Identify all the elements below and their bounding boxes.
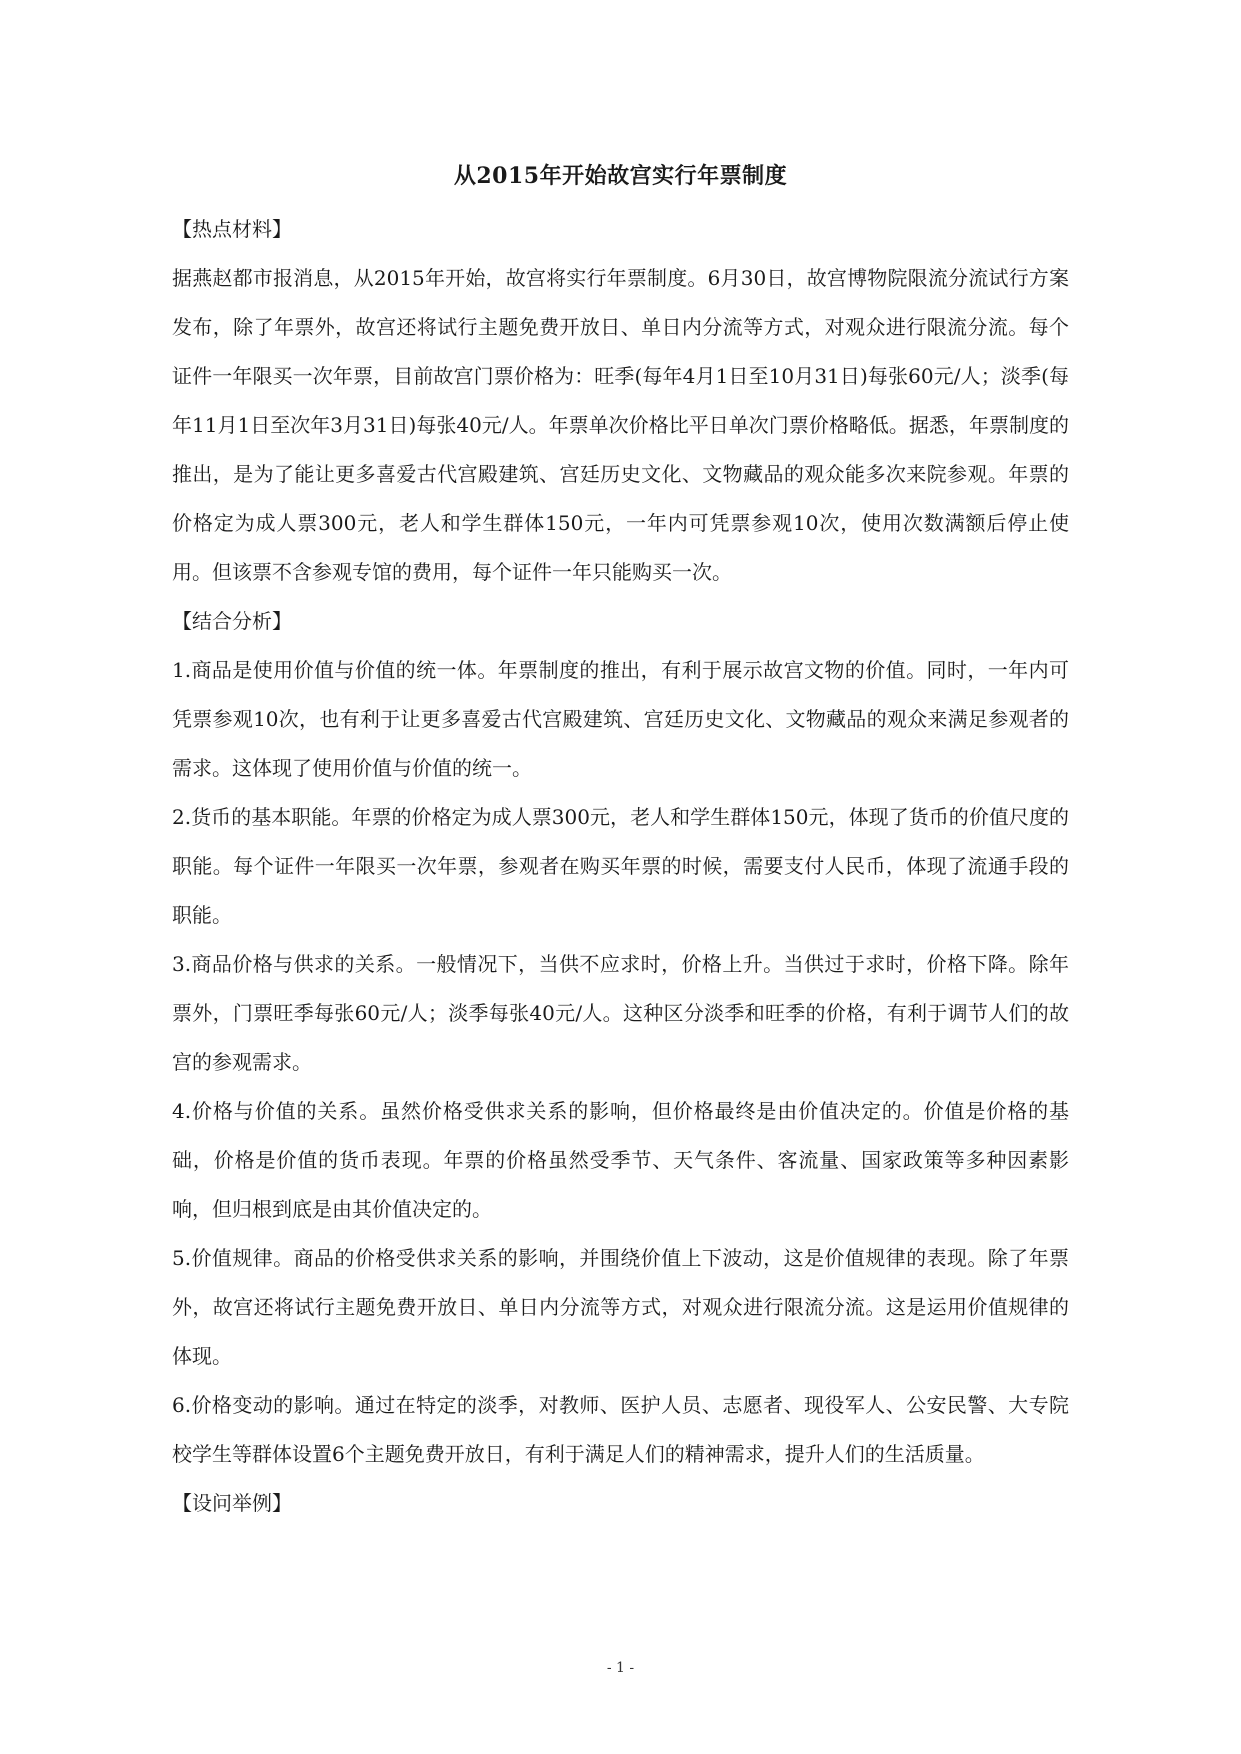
document-title: 从2015年开始故宫实行年票制度 (453, 163, 788, 189)
page-number: - 1 - (606, 1660, 635, 1676)
analysis-item-6: 6.价格变动的影响。通过在特定的淡季，对教师、医护人员、志愿者、现役军人、公安民警、大专院校学生等群体设置6个主题免费开放日，有利于满足人们的精神需求，提升人们的生活质量。 (172, 1393, 1069, 1466)
analysis-item-5: 5.价值规律。商品的价格受供求关系的影响，并围绕价值上下波动，这是价值规律的表现。除了年票外，故宫还将试行主题免费开放日、单日内分流等方式，对观众进行限流分流。这是运用价值规律的体现。 (172, 1246, 1069, 1368)
hot-material-heading: 【热点材料】 (172, 217, 292, 241)
question-heading: 【设问举例】 (172, 1491, 292, 1515)
analysis-heading: 【结合分析】 (172, 609, 292, 633)
document-body (172, 205, 1069, 1528)
analysis-item-4: 4.价格与价值的关系。虽然价格受供求关系的影响，但价格最终是由价值决定的。价值是价格的基础，价格是价值的货币表现。年票的价格虽然受季节、天气条件、客流量、国家政策等多种因素影响，但归根到底是由其价值决定的。 (172, 1099, 1069, 1221)
analysis-item-2: 2.货币的基本职能。年票的价格定为成人票300元，老人和学生群体150元，体现了货币的价值尺度的职能。每个证件一年限买一次年票，参观者在购买年票的时候，需要支付人民币，体现了流通手段的职能。 (172, 805, 1069, 927)
analysis-item-1: 1.商品是使用价值与价值的统一体。年票制度的推出，有利于展示故宫文物的价值。同时，一年内可凭票参观10次，也有利于让更多喜爱古代宫殿建筑、宫廷历史文化、文物藏品的观众来满足参观者的需求。这体现了使用价值与价值的统一。 (172, 658, 1069, 780)
hot-material-paragraph: 据燕赵都市报消息，从2015年开始，故宫将实行年票制度。6月30日，故宫博物院限流分流试行方案发布，除了年票外，故宫还将试行主题免费开放日、单日内分流等方式，对观众进行限流分流。每个证件一年限买一次年票，目前故宫门票价格为：旺季(每年4月1日至10月31日)每张60元/人；淡季(每年11月1日至次年3月31日)每张40元/人。年票单次价格比平日单次门票价格略低。据悉，年票制度的推出，是为了能让更多喜爱古代宫殿建筑、宫廷历史文化、文物藏品的观众能多次来院参观。年票的价格定为成人票300元，老人和学生群体150元，一年内可凭票参观10次，使用次数满额后停止使用。但该票不含参观专馆的费用，每个证件一年只能购买一次。 (172, 266, 1069, 584)
analysis-item-3: 3.商品价格与供求的关系。一般情况下，当供不应求时，价格上升。当供过于求时，价格下降。除年票外，门票旺季每张60元/人；淡季每张40元/人。这种区分淡季和旺季的价格，有利于调节人们的故宫的参观需求。 (172, 952, 1069, 1074)
